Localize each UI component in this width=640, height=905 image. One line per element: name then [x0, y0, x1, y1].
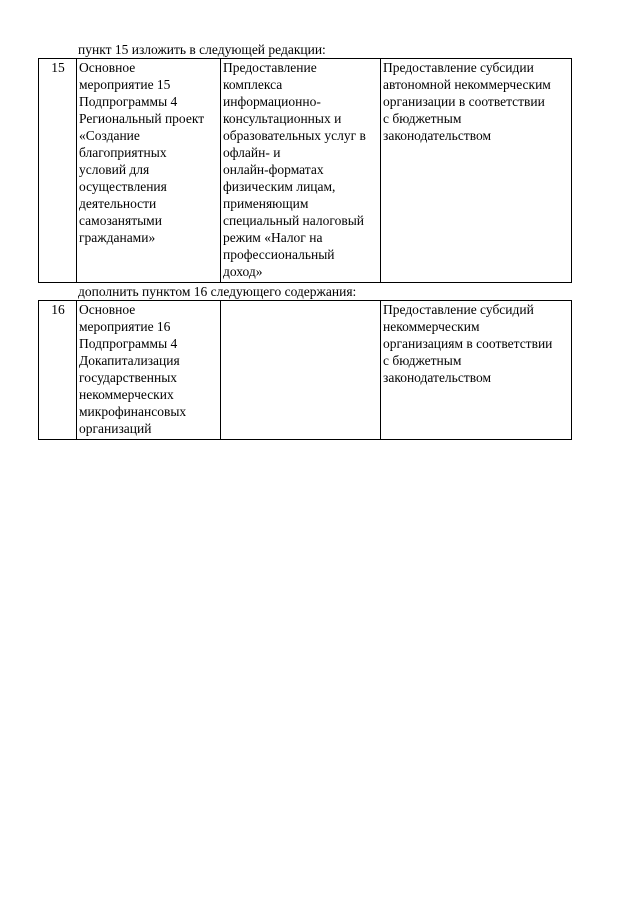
cell-line: физическим лицам, — [223, 179, 336, 194]
table-item-15 — [38, 58, 572, 283]
cell-line: Предоставление субсидии — [383, 60, 534, 75]
cell-line: Основное — [79, 60, 136, 75]
cell-line: государственных — [79, 370, 178, 385]
measure-name-cell — [77, 301, 221, 440]
measure-description-cell — [221, 59, 381, 283]
cell-line: мероприятие 16 — [79, 319, 171, 334]
cell-line: профессиональный — [223, 247, 335, 262]
cell-line: гражданами» — [79, 230, 156, 245]
measure-description-cell — [221, 301, 381, 440]
cell-line: законодательством — [383, 128, 492, 143]
cell-line: специальный налоговый — [223, 213, 364, 228]
cell-line: условий для — [79, 162, 150, 177]
cell-line: микрофинансовых — [79, 404, 187, 419]
cell-line: деятельности — [79, 196, 157, 211]
table-row — [39, 301, 572, 440]
cell-line: комплекса — [223, 77, 283, 92]
cell-line: организации в соответствии — [383, 94, 545, 109]
cell-line: с бюджетным — [383, 111, 462, 126]
table-item-16 — [38, 300, 572, 440]
row-number: 15 — [39, 59, 77, 283]
funding-mechanism-cell — [381, 301, 572, 440]
cell-line: офлайн- и — [223, 145, 281, 160]
cell-line: автономной некоммерческим — [383, 77, 551, 92]
funding-mechanism-cell — [381, 59, 572, 283]
cell-line: организациям в соответствии — [383, 336, 553, 351]
cell-line: режим «Налог на — [223, 230, 323, 245]
cell-line: «Создание — [79, 128, 140, 143]
intro-paragraph-16: дополнить пунктом 16 следующего содержания: — [78, 284, 357, 299]
cell-line: с бюджетным — [383, 353, 462, 368]
cell-line: мероприятие 15 — [79, 77, 171, 92]
row-number: 16 — [39, 301, 77, 440]
cell-line: консультационных и — [223, 111, 342, 126]
cell-line: Подпрограммы 4 — [79, 336, 178, 351]
cell-line: Основное — [79, 302, 136, 317]
cell-line: доход» — [223, 264, 263, 279]
measure-name-cell — [77, 59, 221, 283]
cell-line: применяющим — [223, 196, 309, 211]
cell-line: Предоставление — [223, 60, 317, 75]
intro-paragraph-15: пункт 15 изложить в следующей редакции: — [78, 42, 326, 57]
cell-line: Предоставление субсидий — [383, 302, 534, 317]
cell-line: информационно- — [223, 94, 321, 109]
cell-line: самозанятыми — [79, 213, 162, 228]
cell-line: Региональный проект — [79, 111, 205, 126]
cell-line: благоприятных — [79, 145, 167, 160]
table-row — [39, 59, 572, 283]
cell-line: организаций — [79, 421, 152, 436]
cell-line: некоммерческих — [79, 387, 174, 402]
cell-line: осуществления — [79, 179, 167, 194]
cell-line: законодательством — [383, 370, 492, 385]
cell-line: Подпрограммы 4 — [79, 94, 178, 109]
cell-line: некоммерческим — [383, 319, 480, 334]
cell-line: онлайн-форматах — [223, 162, 324, 177]
cell-line: Докапитализация — [79, 353, 180, 368]
cell-line: образовательных услуг в — [223, 128, 366, 143]
